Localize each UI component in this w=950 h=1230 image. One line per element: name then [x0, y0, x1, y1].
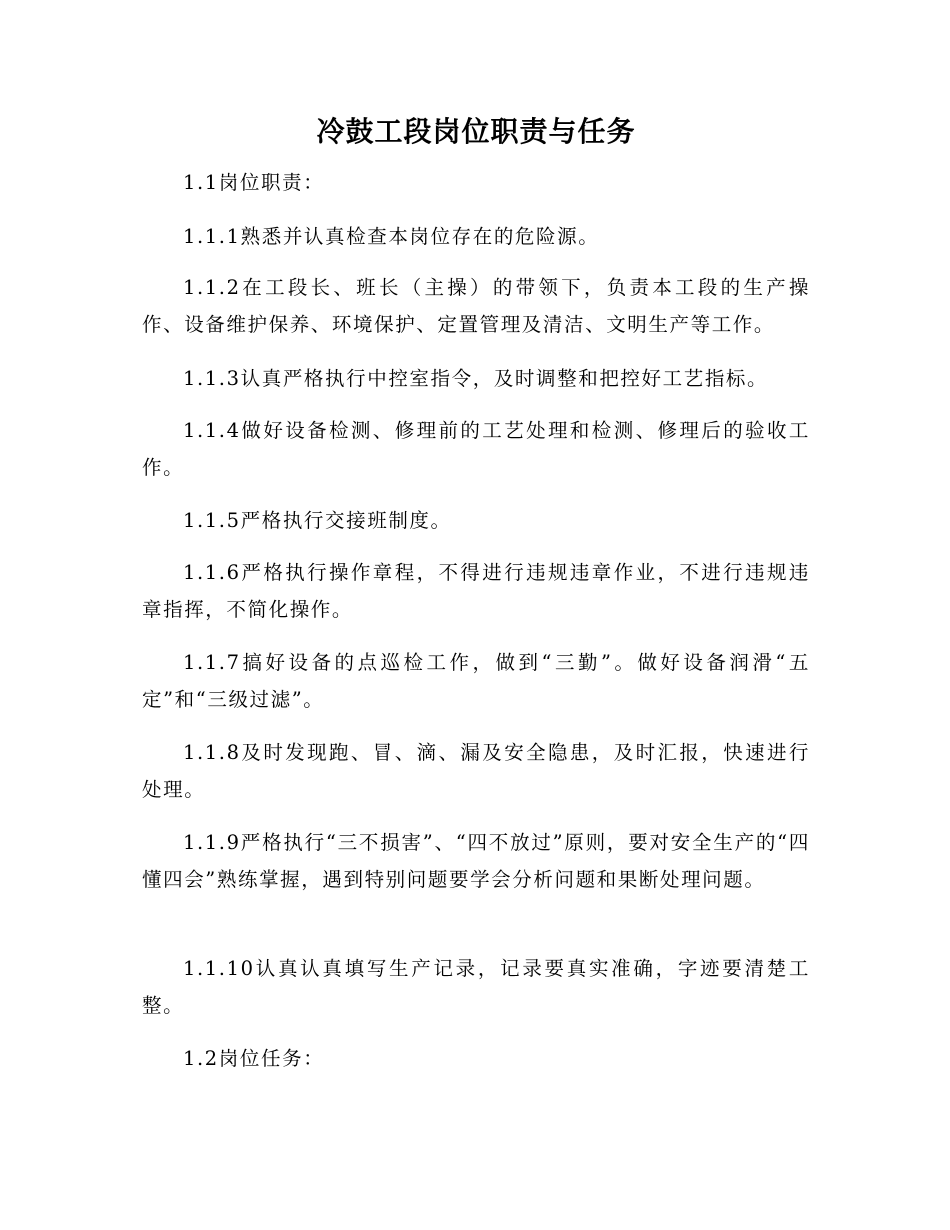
paragraph-1-1-6: 1.1.6严格执行操作章程，不得进行违规违章作业，不进行违规违章指挥，不简化操作。 [142, 561, 810, 621]
paragraph-1-1-4: 1.1.4做好设备检测、修理前的工艺处理和检测、修理后的验收工作。 [142, 419, 810, 479]
page-title: 冷鼓工段岗位职责与任务 [316, 115, 636, 148]
paragraph-1-1-9: 1.1.9严格执行“三不损害”、“四不放过”原则，要对安全生产的“四懂四会”熟练掌握，遇到特别问题要学会分析问题和果断处理问题。 [142, 831, 810, 891]
paragraph-1-1-5: 1.1.5严格执行交接班制度。 [183, 509, 452, 532]
paragraph-1-1-2: 1.1.2在工段长、班长（主操）的带领下，负责本工段的生产操作、设备维护保养、环境保护、定置管理及清洁、文明生产等工作。 [142, 276, 810, 336]
section-heading-tasks: 1.2岗位任务： [183, 1047, 325, 1070]
paragraph-1-1-7: 1.1.7搞好设备的点巡检工作，做到“三勤”。做好设备润滑“五定”和“三级过滤”。 [142, 651, 810, 711]
paragraph-1-1-1: 1.1.1熟悉并认真检查本岗位存在的危险源。 [183, 225, 600, 248]
section-heading-duties: 1.1岗位职责： [183, 171, 325, 194]
paragraph-1-1-3: 1.1.3认真严格执行中控室指令，及时调整和把控好工艺指标。 [183, 367, 769, 390]
paragraph-1-1-8: 1.1.8及时发现跑、冒、滴、漏及安全隐患，及时汇报，快速进行处理。 [142, 741, 810, 801]
paragraph-1-1-10: 1.1.10认真认真填写生产记录，记录要真实准确，字迹要清楚工整。 [142, 957, 810, 1017]
